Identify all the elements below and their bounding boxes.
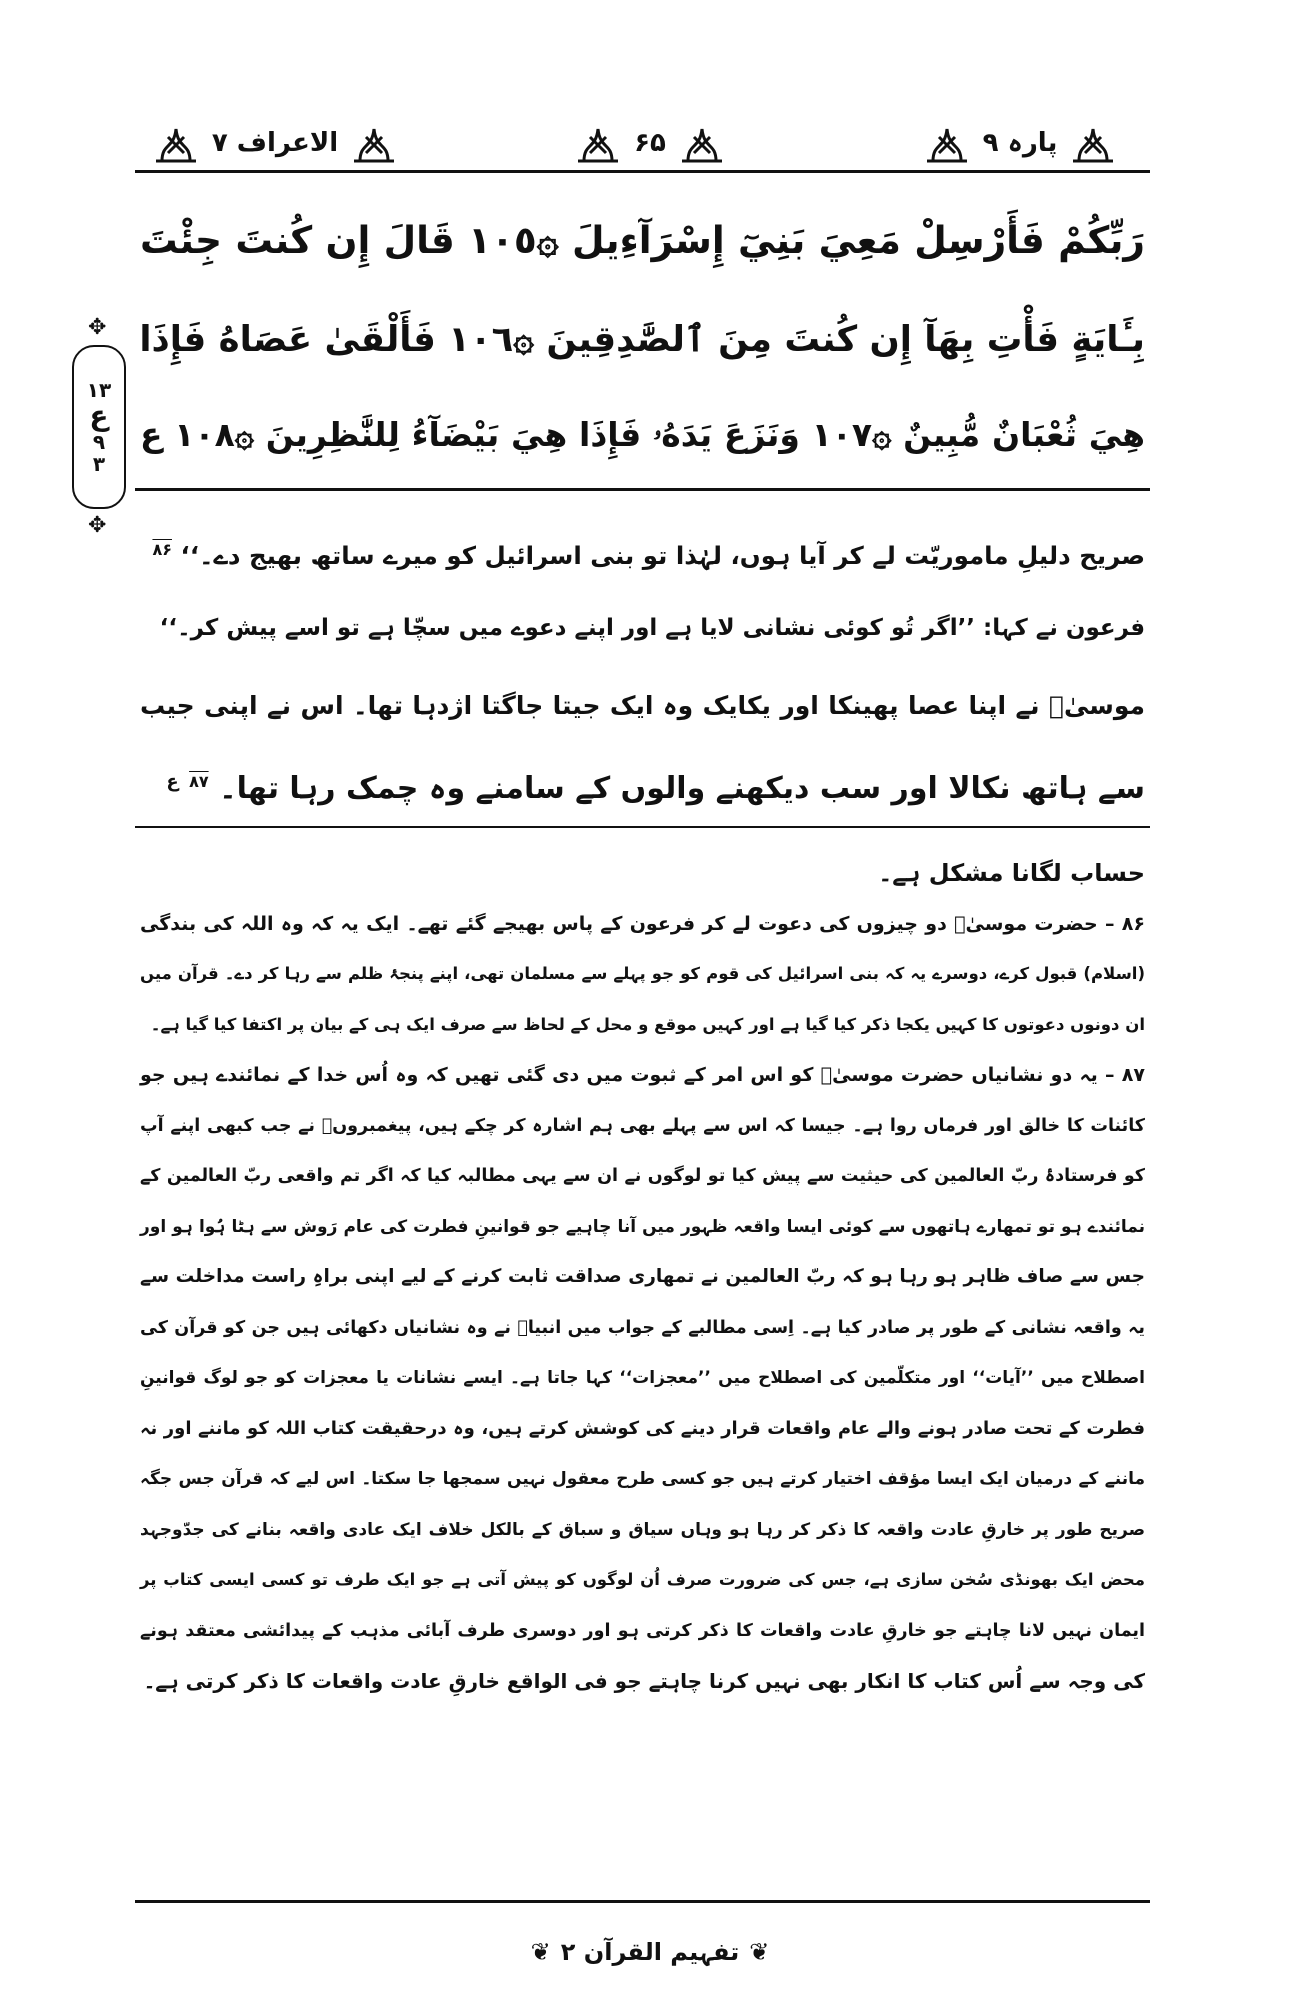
translation-line (140, 752, 1145, 812)
commentary-line: (اسلام) قبول کرے، دوسرے یہ کہ بنی اسرائیل کی قوم کو جو پہلے سے مسلمان تھی، اپنے پنجۂ ظلم سے رہا کر دے۔ قرآن میں (140, 964, 1145, 983)
translation-line (140, 520, 1145, 580)
commentary-line: صریح طور پر خارقِ عادت واقعہ کا ذکر کر رہا ہو وہاں سیاق و سباق کے بالکل خلاف ایک عادی واقعہ بنانے کی جدّوجہد (140, 1519, 1145, 1540)
translation-text: سے ہاتھ نکالا اور سب دیکھنے والوں کے سامنے وہ چمک رہا تھا۔ (219, 771, 1145, 806)
commentary-line: جس سے صاف ظاہر ہو رہا ہو کہ ربّ العالمین نے تمھاری صداقت ثابت کرنے کے لیے اپنی براہِ راست مداخلت سے (140, 1266, 1145, 1287)
ornament-top-icon: ✥ (88, 315, 107, 340)
commentary-line: فطرت کے تحت صادر ہونے والے عام واقعات قرار دینے کی کوشش کرتے ہیں، وہ درحقیقت کتاب اللہ کو ماننے اور نہ (140, 1417, 1145, 1439)
ornament-icon (925, 123, 969, 163)
surah-label: الاعراف ۷ (211, 128, 339, 158)
footer-book-title (470, 1925, 830, 1979)
ayah-line: بِـَٔايَةٍ فَأْتِ بِهَآ إِن كُنتَ مِنَ ٱلصَّٰدِقِينَ ۞١٠٦ فَأَلْقَىٰ عَصَاهُ فَإِذَا (139, 319, 1145, 360)
footer-rule (135, 1900, 1150, 1903)
para-label: پارہ ۹ (982, 128, 1058, 158)
header-surah (130, 118, 420, 168)
ornament-icon (352, 123, 396, 163)
commentary-line: اصطلاح میں ’’آیات‘‘ اور متکلّمین کی اصطلاح میں ’’معجزات‘‘ کہا جاتا ہے۔ ایسے نشانات یا معجزات کو جو لوگ قوانینِ (140, 1368, 1145, 1388)
book-title: تفہیم القرآن ۲ (560, 1938, 740, 1966)
commentary-line: ۸۷ – یہ دو نشانیاں حضرت موسیٰؑ کو اس امر کے ثبوت میں دی گئی تھیں کہ وہ اُس خدا کے نمائندے ہیں جو (140, 1064, 1145, 1086)
ayat-rule (135, 488, 1150, 491)
ornament-icon (1071, 123, 1115, 163)
commentary-line: کو فرستادۂ ربّ العالمین کی حیثیت سے پیش کیا تو لوگوں نے ان سے یہی مطالبہ کیا کہ اگر تم واقعی ربّ العالمین کے (140, 1166, 1145, 1186)
translation-rule (135, 826, 1150, 828)
commentary-line: حساب لگانا مشکل ہے۔ (878, 859, 1145, 887)
ornament-icon (154, 123, 198, 163)
ayah-line: هِيَ ثُعْبَانٌ مُّبِينٌ ۞١٠٧ وَنَزَعَ يَدَهُۥ فَإِذَا هِيَ بَيْضَآءُ لِلنَّٰظِرِينَ ۞١٠٨ ع (140, 415, 1145, 454)
commentary-line: محض ایک بھونڈی سُخن سازی ہے، جس کی ضرورت صرف اُن لوگوں کو پیش آتی ہے جو ایک طرف تو کسی ایسی کتاب پر (140, 1570, 1145, 1589)
commentary-line: کائنات کا خالق اور فرماں روا ہے۔ جیسا کہ اس سے پہلے بھی ہم اشارہ کر چکے ہیں، پیغمبروںؑ نے جب کبھی اپنے آپ (140, 1115, 1145, 1136)
footnote-ref[interactable]: ۸۶ (152, 540, 172, 559)
commentary-line: ۸۶ – حضرت موسیٰؑ دو چیزوں کی دعوت لے کر فرعون کے پاس بھیجے گئے تھے۔ ایک یہ کہ وہ اللہ کی بندگی (140, 912, 1145, 935)
ruku-number-top: ۱۳ (86, 378, 112, 402)
header-rule (135, 170, 1150, 173)
ruku-number-middle: ۹ (92, 430, 106, 454)
translation-text: صریح دلیلِ ماموریّت لے کر آیا ہوں، لہٰذا تو بنی اسرائیل کو میرے ساتھ بھیج دے۔‘‘ (180, 541, 1145, 571)
commentary-line: یہ واقعہ نشانی کے طور پر صادر کیا ہے۔ اِسی مطالبے کے جواب میں انبیاؑ نے وہ نشانیاں دکھائی ہیں جن کو قرآن کی (140, 1317, 1145, 1338)
ayah-line: رَبِّكُمْ فَأَرْسِلْ مَعِيَ بَنِيٓ إِسْرَآءِيلَ ۞١٠٥ قَالَ إِن كُنتَ جِئْتَ (140, 218, 1145, 262)
commentary-line: نمائندے ہو تو تمھارے ہاتھوں سے کوئی ایسا واقعہ ظہور میں آنا چاہیے جو قوانینِ فطرت کی عام رَوش سے ہٹا ہُوا ہو اور (140, 1216, 1145, 1237)
ruku-letter: ع (89, 399, 109, 432)
ornament-icon (576, 123, 620, 163)
ornament-icon (680, 123, 724, 163)
footnote-ref[interactable]: ۸۷ (189, 772, 209, 791)
ruku-mark: ع (166, 771, 179, 792)
commentary-line: کی وجہ سے اُس کتاب کا انکار بھی نہیں کرنا چاہتے جو فی الواقع خارقِ عادت واقعات کا ذکر کرتی ہے۔ (143, 1669, 1145, 1693)
ornament-icon: ❦ (749, 1938, 770, 1966)
page-number: ۶۵ (634, 128, 666, 158)
ruku-number-bottom: ۳ (92, 452, 106, 476)
translation-line: فرعون نے کہا: ’’اگر تُو کوئی نشانی لایا ہے اور اپنے دعوے میں سچّا ہے تو اسے پیش کر۔‘‘ (159, 615, 1145, 641)
commentary-line: ان دونوں دعوتوں کا کہیں یکجا ذکر کیا گیا ہے اور کہیں موقع و محل کے لحاظ سے صرف ایک ہی کے بیان پر اکتفا کیا گیا ہے۔ (150, 1014, 1145, 1034)
commentary-line: ماننے کے درمیان ایک ایسا مؤقف اختیار کرتے ہیں جو کسی طرح معقول نہیں سمجھا جا سکتا۔ اس لیے کہ قرآن جس جگہ (140, 1469, 1145, 1489)
header-page-number (520, 118, 780, 168)
commentary-line: ایمان نہیں لانا چاہتے جو خارقِ عادت واقعات کا ذکر کرتی ہو اور دوسری طرف آبائی مذہب کے پیدائشی معتقد ہونے (140, 1620, 1145, 1641)
ornament-icon: ❦ (530, 1938, 551, 1966)
ruku-marker (72, 315, 126, 538)
header-para (880, 118, 1160, 168)
translation-line: موسیٰؑ نے اپنا عصا پھینکا اور یکایک وہ ایک جیتا جاگتا اژدہا تھا۔ اس نے اپنی جیب (140, 691, 1145, 720)
ornament-bottom-icon: ✥ (88, 513, 107, 538)
